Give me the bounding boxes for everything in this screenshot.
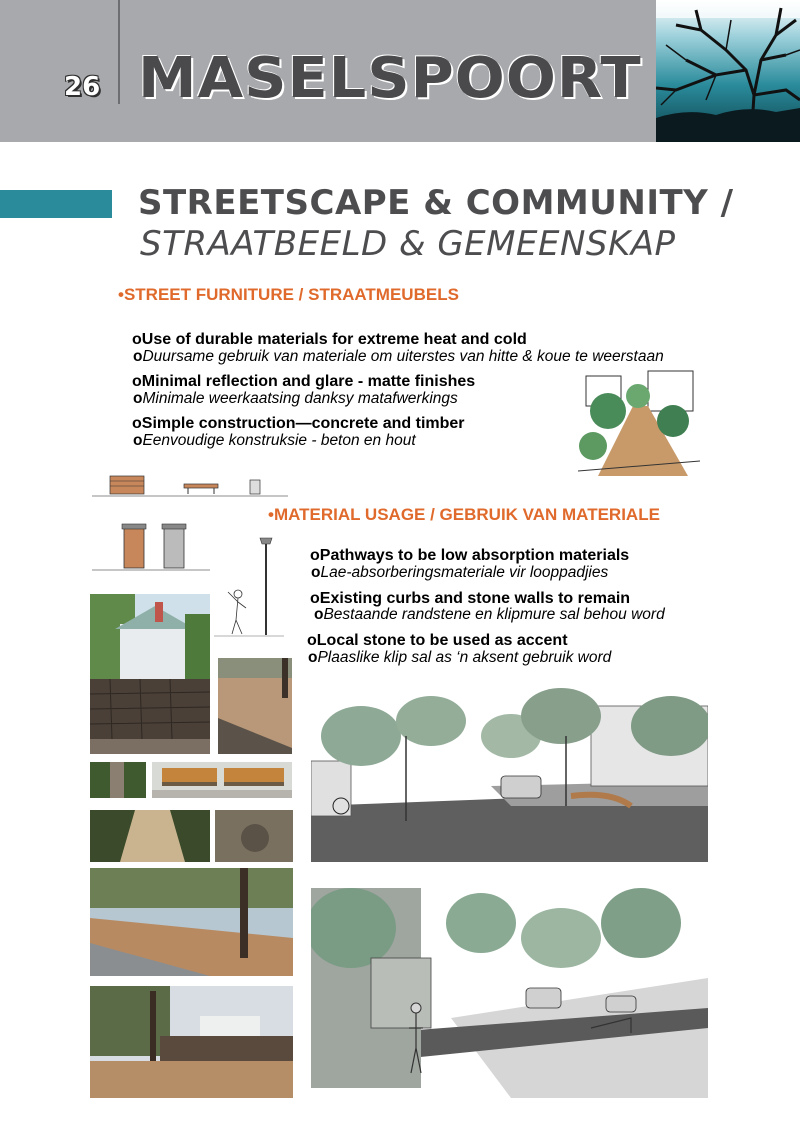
item-text-english: Simple construction—concrete and timber	[141, 415, 465, 432]
item-text-english: Local stone to be used as accent	[316, 632, 568, 649]
bullet-marker: o	[311, 564, 321, 581]
header-divider	[118, 0, 120, 104]
grass-border-photo	[90, 762, 146, 798]
list-item	[132, 373, 475, 391]
bullet-marker: o	[308, 649, 318, 666]
bin-elevation-drawing	[92, 510, 210, 574]
material-usage-heading: •MATERIAL USAGE / GEBRUIK VAN MATERIALE	[268, 505, 660, 524]
timber-benches-photo	[152, 762, 292, 798]
bullet-marker: o	[310, 547, 320, 564]
bench-elevation-drawing	[92, 472, 288, 498]
item-text-english: Minimal reflection and glare - matte finishes	[141, 373, 476, 390]
bullet-marker: o	[132, 331, 142, 348]
stone-pathway-photo	[90, 810, 210, 862]
page-number: 26	[64, 72, 101, 102]
gravel-detail-photo	[215, 810, 293, 862]
page-title: MASELSPOORT	[138, 46, 642, 111]
bullet-marker: o	[133, 432, 143, 449]
street-furniture-heading: •STREET FURNITURE / STRAATMEUBELS	[118, 285, 459, 304]
page-header	[0, 0, 800, 142]
item-text-afrikaans: Bestaande randstene en klipmure sal behou word	[323, 606, 665, 623]
item-text-english: Existing curbs and stone walls to remain	[319, 590, 631, 607]
section-heading-english: STREETSCAPE & COMMUNITY /	[138, 183, 734, 223]
street-lamp-drawing	[214, 530, 284, 640]
accent-bar	[0, 190, 112, 218]
list-item	[133, 432, 416, 450]
list-item	[133, 390, 458, 408]
tree-silhouette-image	[656, 0, 800, 142]
item-text-afrikaans: Duursame gebruik van materiale om uiterstes van hitte & koue te weerstaan	[142, 348, 664, 365]
bullet-marker: o	[310, 590, 320, 607]
curb-road-photo	[90, 868, 293, 976]
list-item	[308, 649, 611, 667]
bullet-marker: o	[133, 348, 143, 365]
list-item	[132, 415, 465, 433]
item-text-english: Pathways to be low absorption materials	[319, 547, 630, 564]
list-item	[310, 547, 629, 565]
item-text-afrikaans: Lae-absorberingsmateriale vir looppadjies	[320, 564, 609, 581]
garden-stone-wall-photo	[90, 986, 293, 1098]
item-text-afrikaans: Eenvoudige konstruksie - beton en hout	[142, 432, 416, 449]
streetscape-sketch-top	[311, 676, 708, 862]
bullet-marker: o	[307, 632, 317, 649]
item-text-afrikaans: Minimale weerkaatsing danksy matafwerkings	[142, 390, 458, 407]
list-item	[311, 564, 608, 582]
street-sketch-image	[578, 366, 700, 476]
list-item	[133, 348, 664, 366]
item-text-english: Use of durable materials for extreme heat and cold	[141, 331, 527, 348]
item-text-afrikaans: Plaaslike klip sal as ‘n aksent gebruik word	[317, 649, 612, 666]
list-item	[307, 632, 568, 650]
bullet-marker: o	[133, 390, 143, 407]
stone-wall-house-photo	[90, 594, 210, 754]
bullet-marker: o	[132, 415, 142, 432]
bullet-marker: o	[132, 373, 142, 390]
section-heading-afrikaans: STRAATBEELD & GEMEENSKAP	[140, 224, 676, 264]
list-item	[132, 331, 527, 349]
gravel-path-photo	[218, 658, 292, 754]
bullet-marker: o	[314, 606, 324, 623]
streetscape-sketch-bottom	[311, 868, 708, 1098]
list-item	[314, 606, 665, 624]
